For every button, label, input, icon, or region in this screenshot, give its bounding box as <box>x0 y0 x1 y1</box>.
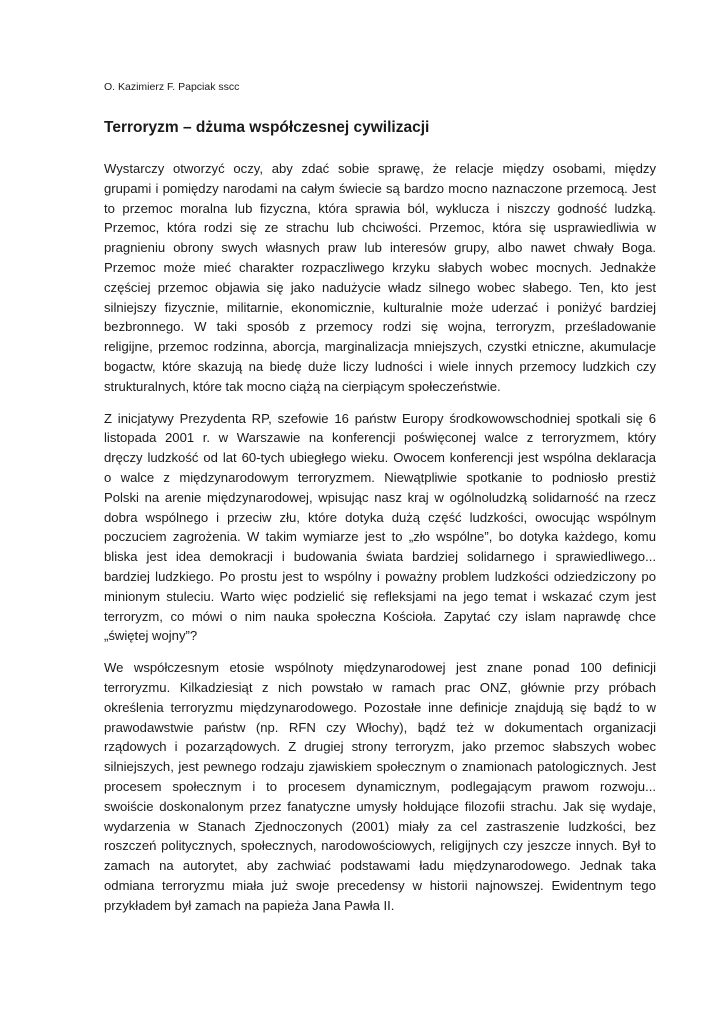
paragraph-line: bardziej ludzkiego. Po prostu jest to wspólny i poważny problem ludzkości odziedziczony po <box>104 568 656 584</box>
paragraph-line: dręczy ludzkość od lat 60-tych ubiegłego wieku. Owocem konferencji jest wspólna deklaracja <box>104 450 656 466</box>
paragraph-line: terroryzm, co mówi o nim nauka społeczna Kościoła. Zapytać czy islam naprawdę chce <box>104 608 656 624</box>
paragraph-line: Z inicjatywy Prezydenta RP, szefowie 16 państw Europy środkowowschodniej spotkali się 6 <box>104 410 656 426</box>
paragraph-line: bogactw, które skazują na biedę duże liczy ludności i wiele innych przemocy ludzkich czy <box>104 358 656 374</box>
paragraph-line: wydarzenia w Stanach Zjednoczonych (2001) miały za cel zastraszenie ludzkości, bez <box>104 818 656 834</box>
document-title: Terroryzm – dżuma współczesnej cywilizacji <box>104 119 430 136</box>
document-body <box>104 159 656 927</box>
paragraph-line: procesem społecznym i to procesem dynamicznym, podlegającym prawom rozwoju... <box>104 778 656 794</box>
paragraph-line: to przemoc moralna lub fizyczna, która sprawia ból, wyklucza i niszczy godność ludzką. <box>104 200 656 216</box>
body-paragraph <box>104 409 656 647</box>
paragraph-line: prawodawstwie państw (np. RFN czy Włochy), bądź też w dokumentach organizacji <box>104 719 656 735</box>
body-paragraph <box>104 159 656 397</box>
paragraph-line: „świętej wojny”? <box>104 628 198 644</box>
paragraph-line: Przemoc, która rodzi się ze strachu lub chciwości. Przemoc, która się usprawiedliwia w <box>104 220 656 236</box>
paragraph-line: częściej przemoc objawia się jako nadużycie władz silnego wobec słabego. Ten, kto jest <box>104 279 656 295</box>
paragraph-line: Polski na arenie międzynarodowej, wpisując nasz kraj w ogólnoludzką solidarność na rzecz <box>104 489 656 505</box>
paragraph-line: odmiana terroryzmu miała już swoje precedensy w historii najnowszej. Ewidentnym tego <box>104 877 656 893</box>
paragraph-line: silniejszych, jest pewnego rodzaju zjawiskiem społecznym o znamionach patologicznych. Jest <box>104 759 656 775</box>
paragraph-line: strukturalnych, które tak mocno ciążą na cierpiącym społeczeństwie. <box>104 378 501 394</box>
paragraph-line: silniejszy fizycznie, militarnie, ekonomicznie, kulturalnie może uderzać i poniżyć bardziej <box>104 299 656 315</box>
paragraph-line: roszczeń politycznych, społecznych, narodowościowych, religijnych czy jeszcze innych. Był to <box>104 838 656 854</box>
paragraph-line: grupami i pomiędzy narodami na całym świecie są bardzo mocno naznaczone przemocą. Jest <box>104 180 656 196</box>
paragraph-line: We współczesnym etosie wspólnoty międzynarodowej jest znane ponad 100 definicji <box>104 660 656 676</box>
paragraph-line: przykładem był zamach na papieża Jana Pawła II. <box>104 897 395 913</box>
paragraph-line: Wystarczy otworzyć oczy, aby zdać sobie sprawę, że relacje między osobami, między <box>104 161 656 176</box>
paragraph-line: poczuciem zagrożenia. W takim wymiarze jest to „zło wspólne”, bo dotyka każdego, komu <box>104 529 656 545</box>
body-paragraph <box>104 658 656 915</box>
paragraph-line: rządowych i pozarządowych. Z drugiej strony terroryzm, jako przemoc słabszych wobec <box>104 739 656 755</box>
paragraph-line: o walce z międzynarodowym terroryzmem. Niewątpliwie spotkanie to podniosło prestiż <box>104 469 656 485</box>
paragraph-line: dobra wspólnego i przeciw złu, które dotyka dużą część ludzkości, owocując wspólnym <box>104 509 656 525</box>
paragraph-line: pragnieniu obrony swych własnych praw lub interesów grupy, albo nawet chwały Boga. <box>104 240 656 256</box>
paragraph-line: bliska jest idea demokracji i budowania świata bardziej solidarnego i sprawiedliwego... <box>104 549 656 565</box>
paragraph-line: terroryzmu. Kilkadziesiąt z nich powstało w ramach prac ONZ, głównie przy próbach <box>104 679 656 695</box>
paragraph-line: Przemoc może mieć charakter rozpaczliwego krzyku słabych wobec mocnych. Jednakże <box>104 259 656 275</box>
paragraph-line: listopada 2001 r. w Warszawie na konferencji poświęconej walce z terroryzmem, który <box>104 430 656 446</box>
paragraph-line: swoiście doskonalonym przez fanatyczne umysły hołdujące filozofii strachu. Jak się wydaje, <box>104 798 656 814</box>
paragraph-line: minionym stuleciu. Warto więc podzielić się refleksjami na jego temat i wskazać czym jest <box>104 588 656 604</box>
paragraph-line: zamach na autorytet, aby zachwiać podstawami ładu międzynarodowego. Jednak taka <box>104 858 656 874</box>
paragraph-line: religijne, przemoc rodzinna, aborcja, marginalizacja mniejszych, czystki etniczne, akumulacje <box>104 339 656 355</box>
paragraph-line: określenia terroryzmu międzynarodowego. Pozostałe inne definicje znajdują się bądź to w <box>104 699 656 715</box>
paragraph-line: bezbronnego. W taki sposób z przemocy rodzi się wojna, terroryzm, prześladowanie <box>104 319 656 335</box>
author-line: O. Kazimierz F. Papciak sscc <box>104 81 240 93</box>
